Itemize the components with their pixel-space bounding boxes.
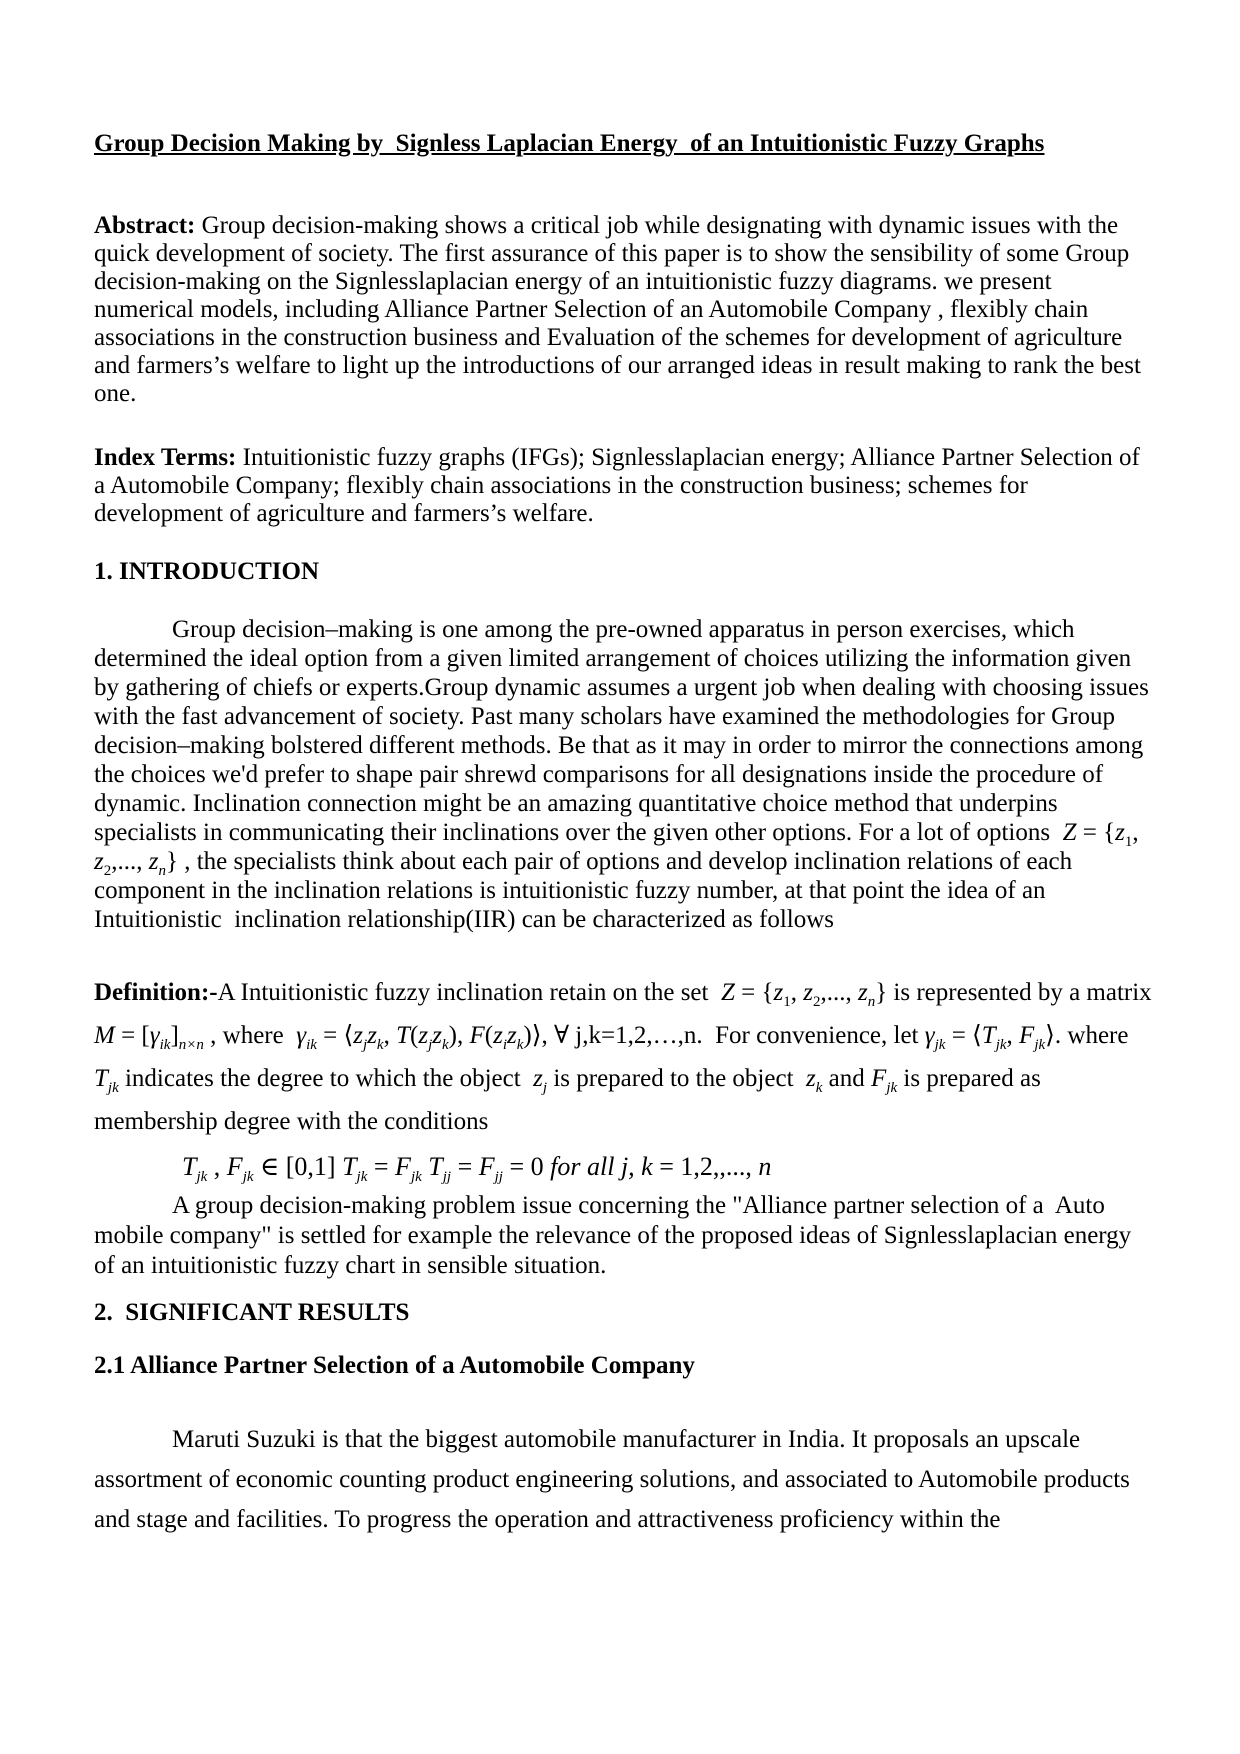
introduction-paragraph: Group decision–making is one among the pre-owned apparatus in person exercises, which determined the ideal option from a given limited arrangement of choices utilizing the information given by gathering of chiefs or experts.Group dynamic assumes a urgent job when dealing with choosing issues with the fast advancement of society. Past many scholars have examined the methodologies for Group decision–making bolstered different methods. Be that as it may in order to mirror the connections among the choices we'd prefer to shape pair shrewd comparisons for all designations inside the procedure of dynamic. Inclination connection might be an amazing quantitative choice method that underpins specialists in communicating their inclinations over the given other options. For a lot of options $Z = \{z_1$, $z_2$,..., $z_n$} , the specialists think about each pair of options and develop inclination relations of each component in the inclination relations is intuitionistic fuzzy number, at that point the idea of an Intuitionistic inclination relationship(IIR) can be characterized as follows — [94, 616, 1156, 933]
subsection-heading-alliance-partner: 2.1 Alliance Partner Selection of a Automobile Company — [94, 1352, 695, 1379]
abstract-paragraph: Abstract: Group decision-making shows a critical job while designating with dynamic issues with the quick development of society. The first assurance of this paper is to show the sensibility of some Group decision-making on the Signlesslaplacian energy of an intuitionistic fuzzy diagrams. we present numerical models, including Alliance Partner Selection of an Automobile Company , flexibly chain associations in the construction business and Evaluation of the schemes for development of agriculture and farmers’s welfare to light up the introductions of our arranged ideas in result making to rank the best one. — [94, 212, 1148, 407]
conditions-formula: $T_{jk}$ , $F_{jk}$ ∈ [0,1] $T_{jk} = F_{jk}$ $T_{jj} = F_{jj} = 0$ for all j, k = 1,2,,..., n — [182, 1152, 772, 1185]
section-heading-significant-results: 2. SIGNIFICANT RESULTS — [94, 1299, 410, 1326]
section-heading-introduction: 1. INTRODUCTION — [94, 558, 320, 585]
page-content — [94, 130, 1165, 1540]
problem-statement-paragraph: A group decision-making problem issue concerning the "Alliance partner selection of a Auto mobile company" is settled for example the relevance of the proposed ideas of Signlesslaplacian energy of an intuitionistic fuzzy chart in sensible situation. — [94, 1192, 1138, 1279]
definition-paragraph: Definition:-A Intuitionistic fuzzy inclination retain on the set $Z = \{z_1$, $z_2$,..., $z_n$} is represented by a matrix $M = [\gamma_{ik}]_{n\times n}$ , where $\gamma_{ik}$ = $⟨z_jz_k$, $T(z_jz_k)$, $F(z_iz_k)⟩$, ∀ j,k=1,2,…,n. For convenience, let $\gamma_{jk}$ = $⟨T_{jk}$, $F_{jk}⟩$. where $T_{jk}$ indicates the degree to which the object $z_j$ is prepared to the object $z_k$ and $F_{jk}$ is prepared as membership degree with the conditions — [94, 979, 1165, 1135]
page-title: Group Decision Making by Signless Laplacian Energy of an Intuitionistic Fuzzy Graphs — [94, 130, 1045, 157]
maruti-paragraph: Maruti Suzuki is that the biggest automobile manufacturer in India. It proposals an upscale assortment of economic counting product engineering solutions, and associated to Automobile products and stage and facilities. To progress the operation and attractiveness proficiency within the — [94, 1426, 1137, 1533]
index-terms-paragraph: Index Terms: Intuitionistic fuzzy graphs (IFGs); Signlesslaplacian energy; Alliance Partner Selection of a Automobile Company; flexibly chain associations in the construction business; schemes for development of agriculture and farmers’s welfare. — [94, 444, 1147, 527]
